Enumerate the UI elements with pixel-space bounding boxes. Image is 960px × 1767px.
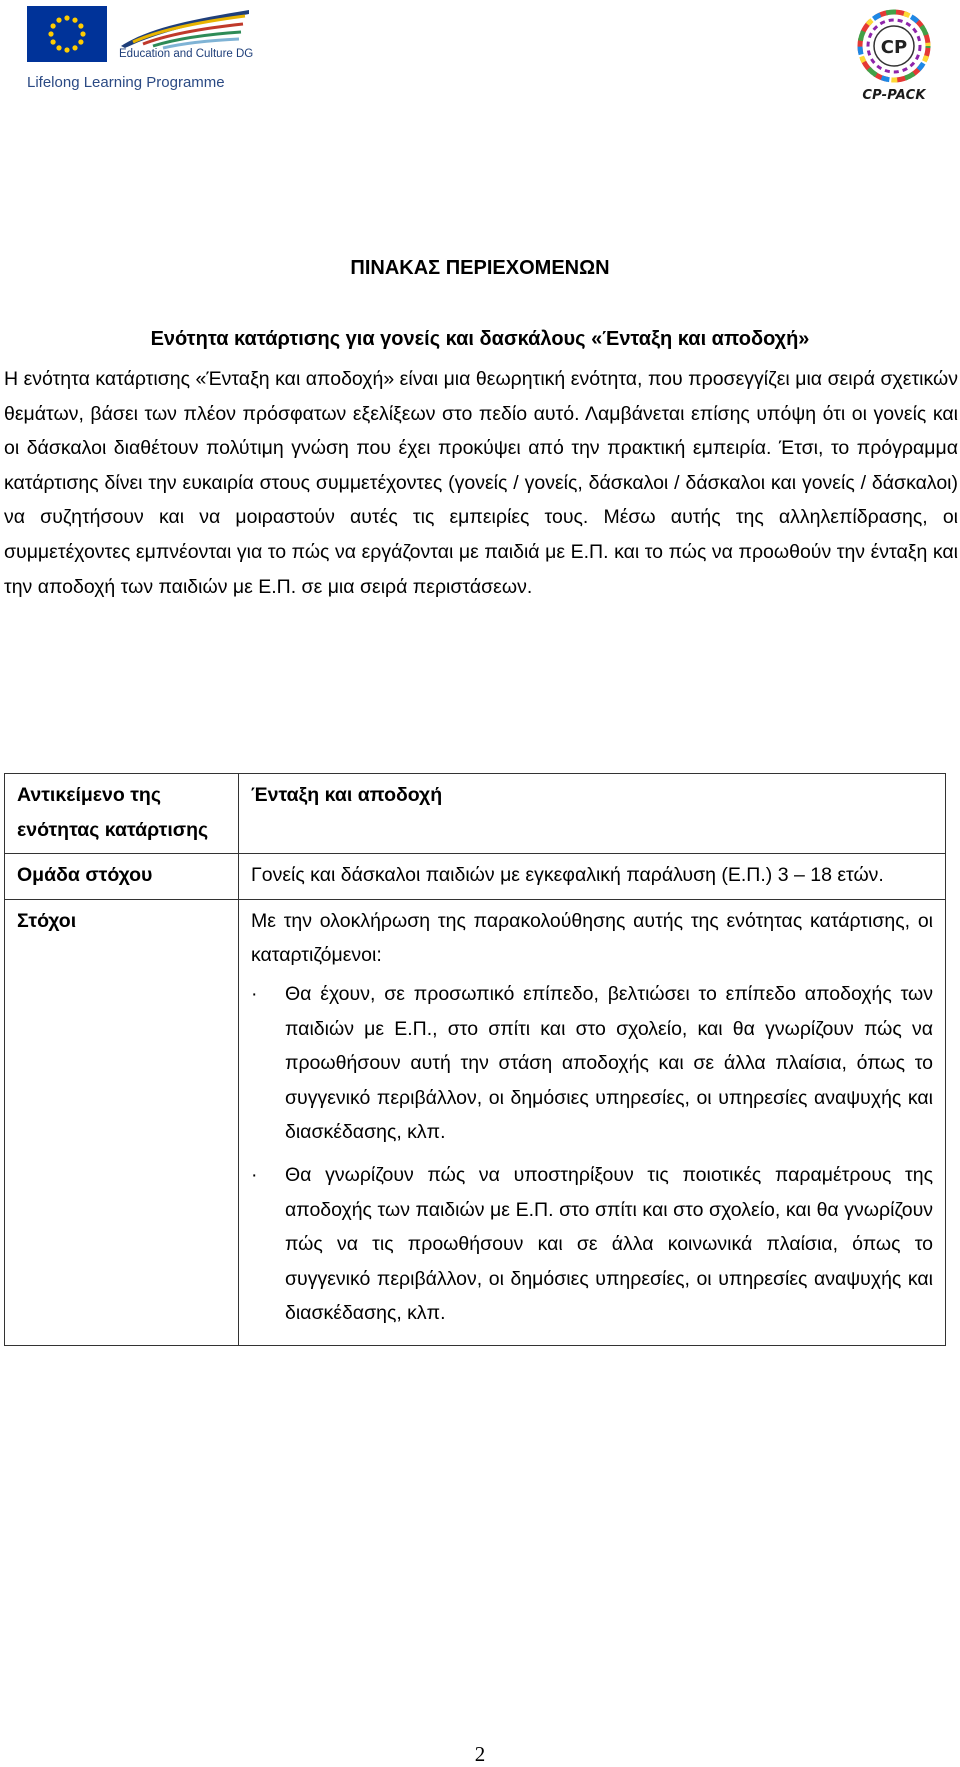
education-culture-dg-text: Education and Culture DG: [119, 48, 254, 60]
subject-value: Ένταξη και αποδοχή: [239, 774, 946, 854]
intro-paragraph: Η ενότητα κατάρτισης «Ένταξη και αποδοχή» είναι μια θεωρητική ενότητα, που προσεγγίζει μια σειρά σχετικών θεμάτων, βάσει των πλέον πρόσφατων εξελίξεων στο πεδίο αυτό. Λαμβάνεται επίσης υπόψη ότι οι γονείς και οι δάσκαλοι διαθέτουν πολύτιμη γνώση που έχει προκύψει από την πρακτική εμπειρία. Έτσι, το πρόγραμμα κατάρτισης δίνει την ευκαιρία στους συμμετέχοντες (γονείς / γονείς, δάσκαλοι / δάσκαλοι και γονείς / δάσκαλοι) να συζητήσουν και να μοιραστούν αυτές τις εμπειρίες τους. Μέσω αυτής της αλληλεπίδρασης, οι συμμετέχοντες εμπνέονται για το πώς να εργάζονται με παιδιά με Ε.Π. και το πώς να προωθούν την ένταξη και την αποδοχή των παιδιών με Ε.Π. σε μια σειρά περιστάσεων.: [4, 368, 958, 598]
target-group-value: Γονείς και δάσκαλοι παιδιών με εγκεφαλική παράλυση (Ε.Π.) 3 – 18 ετών.: [239, 854, 946, 900]
bullet-icon: ·: [251, 982, 258, 1005]
table-row-subject: [5, 774, 946, 854]
cp-pack-mark: CP: [880, 37, 908, 58]
education-culture-swoosh-icon: [119, 6, 253, 52]
bullet-icon: ·: [251, 1163, 258, 1186]
page-number: 2: [474, 1742, 486, 1766]
table-row-goals: [5, 899, 946, 1345]
page-title: ΠΙΝΑΚΑΣ ΠΕΡΙΕΧΟΜΕΝΩΝ: [350, 257, 610, 279]
lifelong-learning-logo: [27, 6, 253, 98]
table-row-target-group: [5, 854, 946, 900]
module-subtitle: Ενότητα κατάρτισης για γονείς και δασκάλους «Ένταξη και αποδοχή»: [150, 328, 810, 350]
goal-item: [251, 977, 933, 1150]
cp-pack-text: CP-PACK: [862, 88, 926, 103]
subject-label: Αντικείμενο της ενότητας κατάρτισης: [5, 774, 239, 854]
goal-text: Θα γνωρίζουν πώς να υποστηρίξουν τις ποιοτικές παραμέτρους της αποδοχής των παιδιών με Ε.Π. στο σπίτι και στο σχολείο, και θα γνωρίζουν πώς να τις προωθήσουν και σε άλλα κοινωνικά πλαίσια, όπως το συγγενικό περιβάλλον, οι δημόσιες υπηρεσίες, οι υπηρεσίες αναψυχής και διασκέδασης, κλπ.: [285, 1163, 933, 1325]
goal-item: [251, 1158, 933, 1331]
goals-cell: [239, 899, 946, 1345]
module-details-table: [4, 773, 946, 1346]
goals-intro: Με την ολοκλήρωση της παρακολούθησης αυτής της ενότητας κατάρτισης, οι καταρτιζόμενοι:: [251, 909, 933, 967]
target-group-label: Ομάδα στόχου: [5, 854, 239, 900]
eu-flag-icon: [27, 6, 107, 62]
goals-label: Στόχοι: [5, 899, 239, 1345]
goals-list: [251, 977, 933, 1331]
cp-pack-emblem-icon: [848, 6, 940, 88]
cp-pack-logo: [848, 6, 940, 106]
eu-stars-icon: [27, 6, 107, 62]
lifelong-learning-text: Lifelong Learning Programme: [27, 74, 225, 91]
goal-text: Θα έχουν, σε προσωπικό επίπεδο, βελτιώσει το επίπεδο αποδοχής των παιδιών με Ε.Π., στο σπίτι και στο σχολείο, και θα γνωρίζουν πώς να προωθήσουν αυτή την στάση αποδοχής και σε άλλα πλαίσια, όπως το συγγενικό περιβάλλον, οι δημόσιες υπηρεσίες, οι υπηρεσίες αναψυχής και διασκέδασης, κλπ.: [285, 982, 933, 1144]
